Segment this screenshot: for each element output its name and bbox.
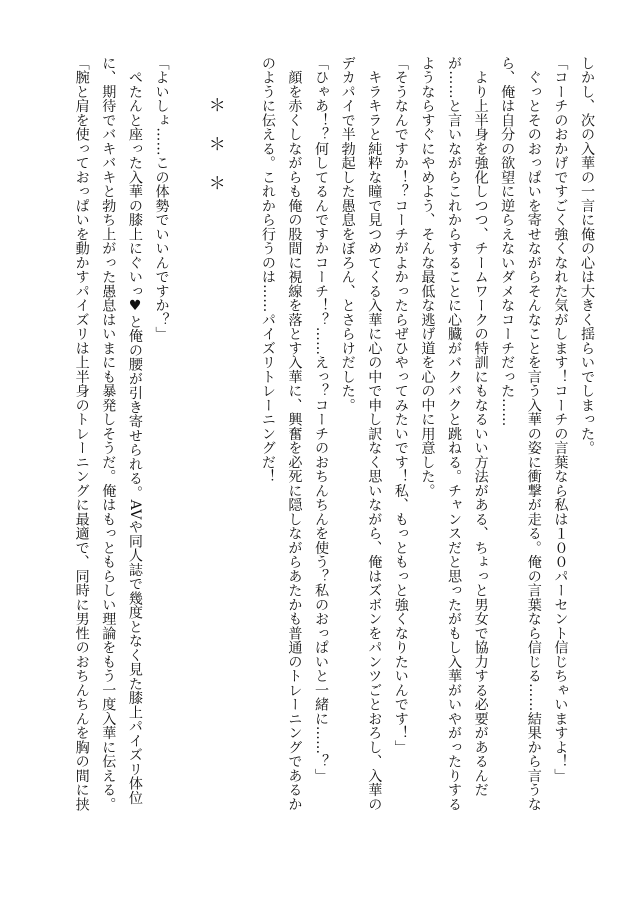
text-line: デカパイで半勃起した愚息をぼろん、とさらけだした。 <box>339 56 356 413</box>
text-line: 「腕と肩を使っておっぱいを動かすパイズリは上半身のトレーニングに最適で、同時に男性のおちんちんを胸の間に挟 <box>73 56 90 812</box>
text-line: が……と言いながらこれからすることに心臓がバクバクと跳ねる。チャンスだと思ったがもし入華がいやがったりする <box>446 56 463 812</box>
text-line: 「そうなんですか！？コーチがよかったらぜひやってみたいです！私、もっともっと強くなりたいんです！」 <box>392 56 409 755</box>
text-line: ら、俺は自分の欲望に逆らえないダメなコーチだった…… <box>499 56 516 427</box>
text-line: のように伝える。これから行うのは……パイズリトレーニングだ！ <box>259 56 276 484</box>
text-line: キラキラと純粋な瞳で見つめてくる入華に心の中で申し訳なく思いながら、俺はズボンをパンツごとおろし、入華の <box>366 56 383 812</box>
blank-line <box>175 56 202 852</box>
text-line: に、期待でバキバキと勃ち上がった愚息はいまにも暴発しそうだ。俺はもっともらしい理論をもう一度入華に伝える。 <box>100 56 117 812</box>
blank-line <box>228 56 255 852</box>
text-line: 顔を赤くしながらも俺の股間に視線を落とす入華に、興奮を必死に隠しながらあたかも普通のトレーニングであるか <box>286 56 303 812</box>
text-line: ぐっとそのおっぱいを寄せながらそんなことを言う入華の姿に衝撃が走る。俺の言葉なら信じる……結果から言うな <box>525 56 542 812</box>
text-line: ようならすぐにやめよう、そんな最低な逃げ道を心の中に用意した。 <box>419 56 436 498</box>
text-line: しかし、次の入華の一言に俺の心は大きく揺らいでしまった。 <box>579 56 595 455</box>
text-line: 「コーチのおかげですごく強くなれた気がします！コーチの言葉なら私は１００パーセント信じちゃいますよ！」 <box>552 56 569 783</box>
text-line: 「よいしょ……この体勢でいいんですか？」 <box>153 56 170 341</box>
section-separator: ＊＊＊ <box>204 96 225 213</box>
text-line: より上半身を強化しつつ、チームワークの特訓にもなるいい方法がある、ちょっと男女で協力する必要があるんだ <box>472 56 489 797</box>
text-line: 「ひゃあ！？何してるんですかコーチ！？……えっ？コーチのおちんちんを使う？私のおっぱいと一緒に……？」 <box>313 56 330 783</box>
vertical-text-body <box>40 56 600 852</box>
text-line: ぺたんと座った入華の膝上にぐいっ♥と俺の腰が引き寄せられる。AVや同人誌で幾度となく見た膝上パイズリ体位 <box>126 56 143 805</box>
